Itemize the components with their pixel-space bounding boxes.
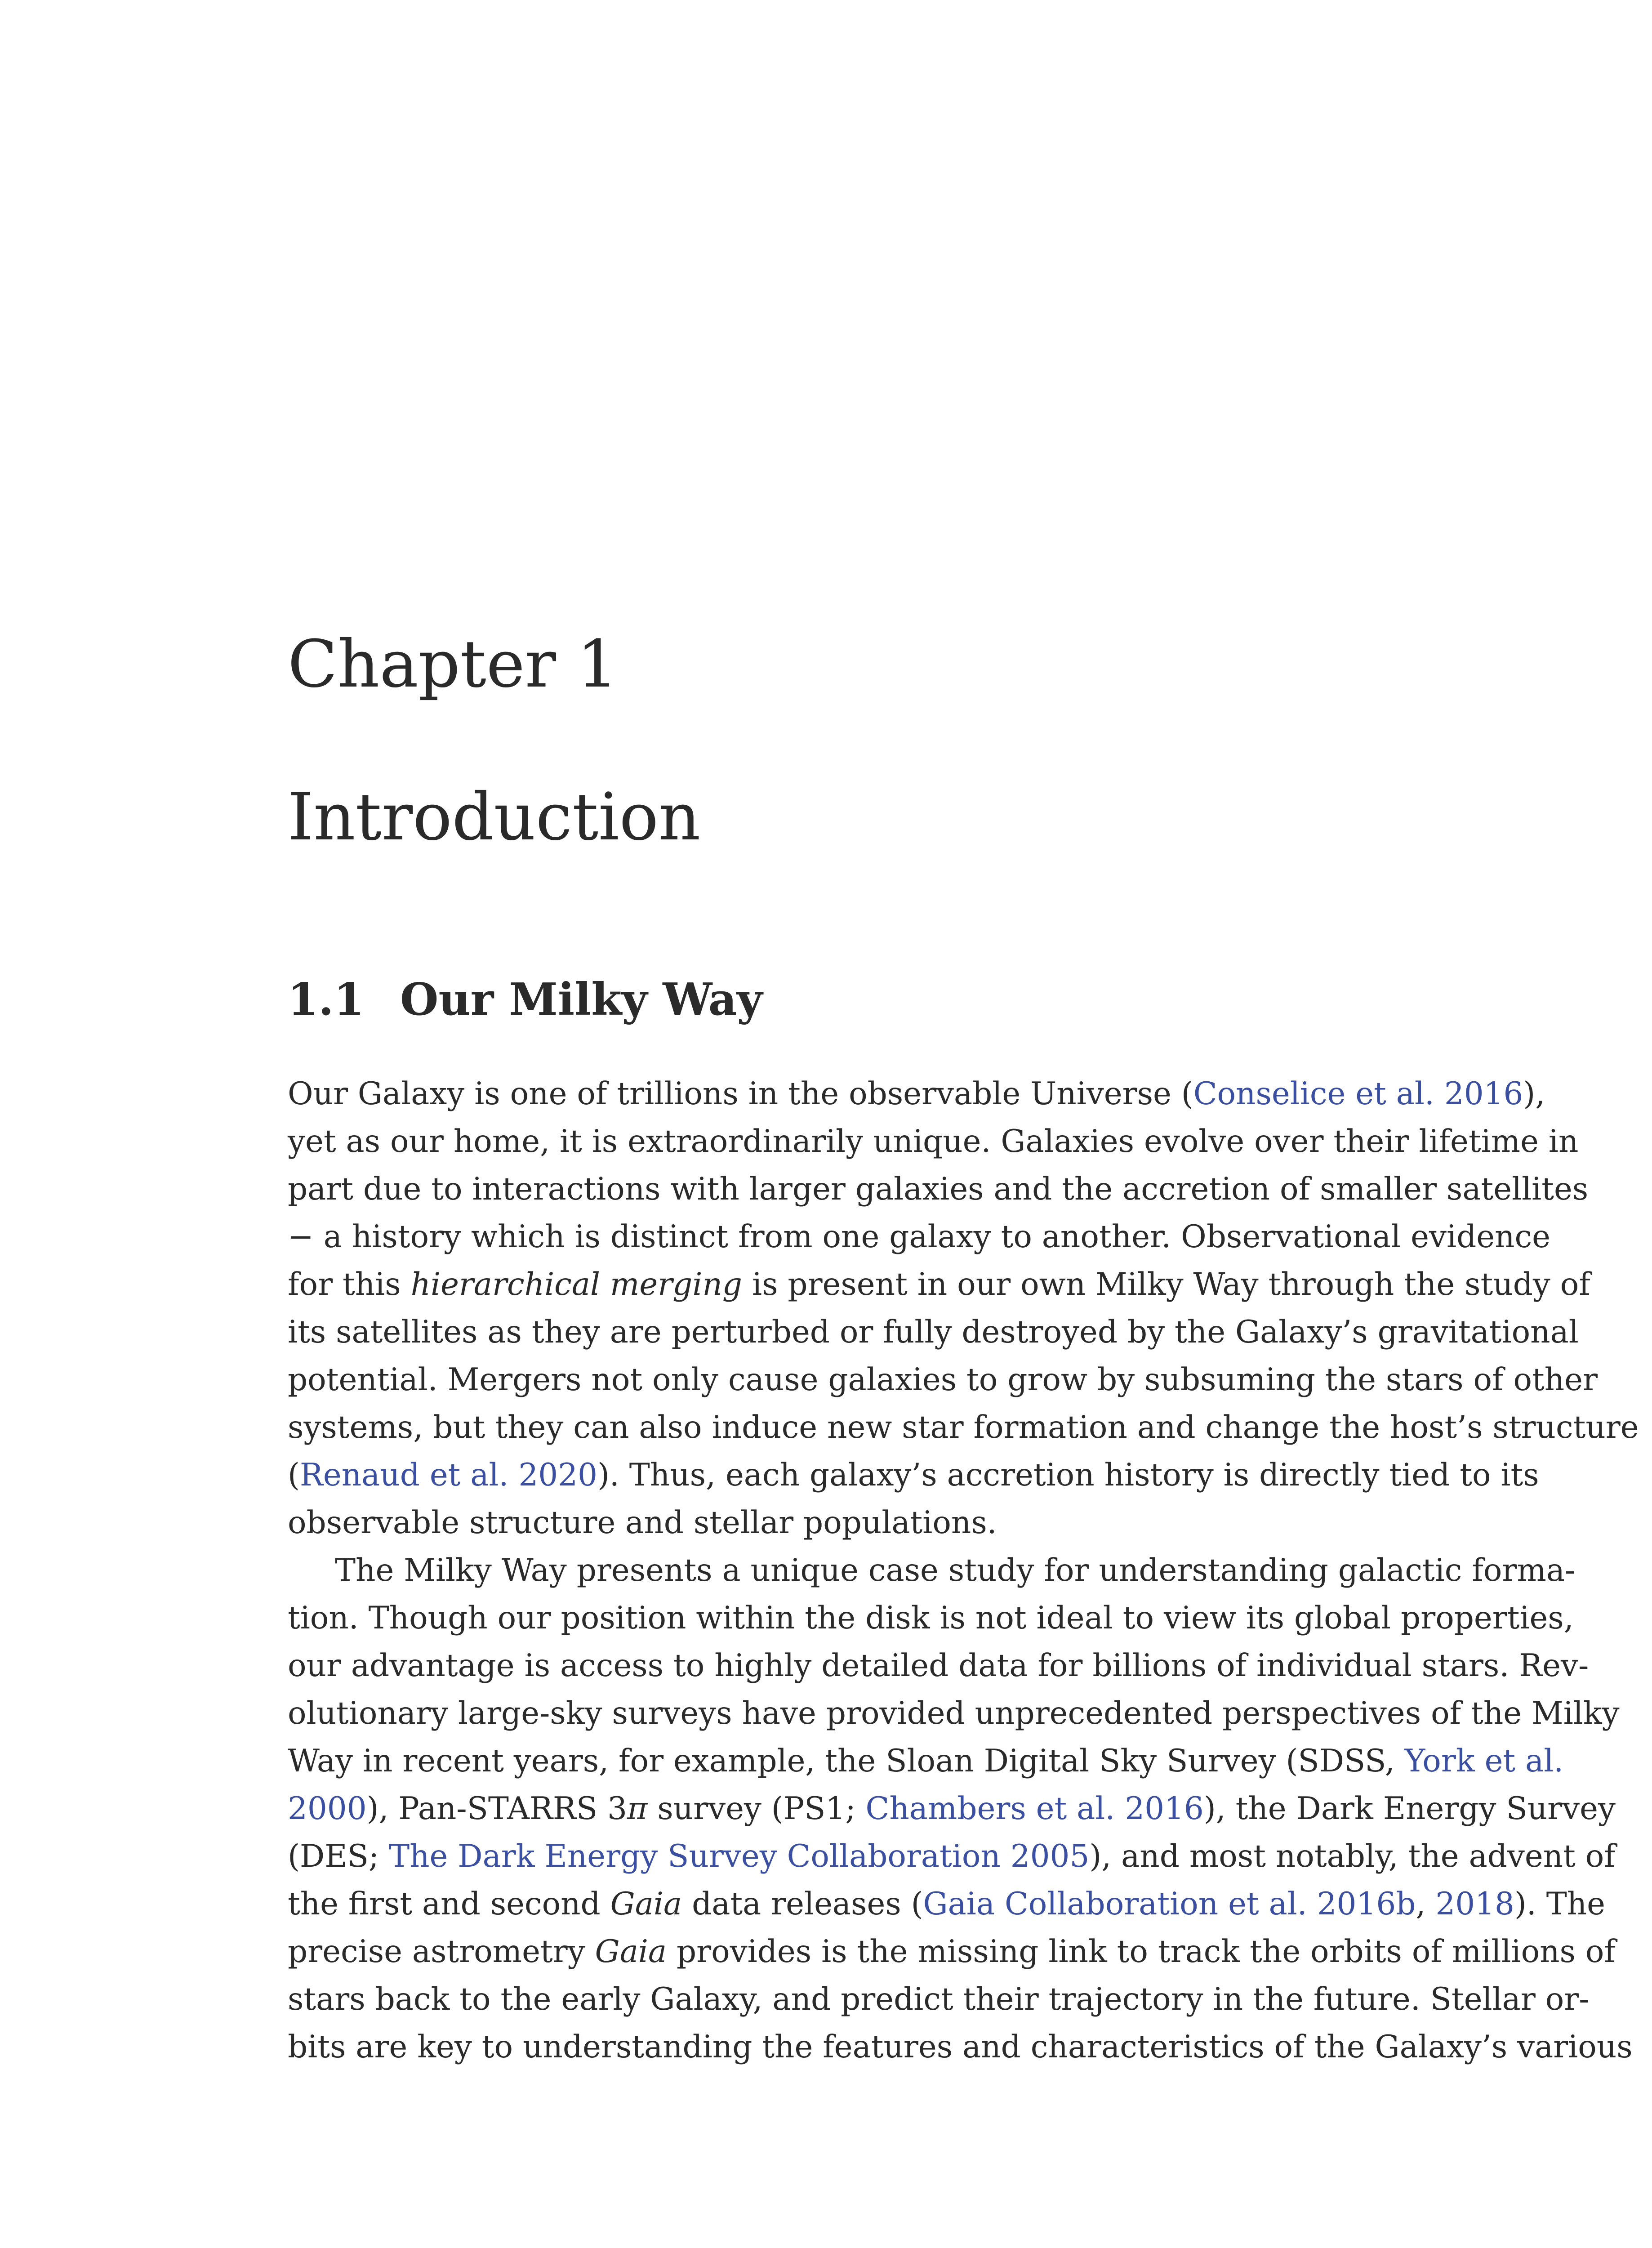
paragraph-2 <box>288 1547 1633 2071</box>
text-run: precise astrometry <box>288 1934 595 1970</box>
text-line <box>288 1451 1539 1499</box>
text-line: part due to interactions with larger galaxies and the accretion of smaller satellites <box>288 1171 1589 1207</box>
text-line: bits are key to understanding the features and characteristics of the Galaxy’s various <box>288 2029 1633 2065</box>
text-run: ), <box>1523 1076 1545 1112</box>
text-run: ). Thus, each galaxy’s accretion history is directly tied to its <box>597 1457 1539 1493</box>
math-symbol: π <box>627 1791 648 1827</box>
text-run: ). The <box>1514 1886 1606 1922</box>
text-run: Our Galaxy is one of trillions in the observable Universe ( <box>288 1076 1193 1112</box>
text-run: ), Pan-STARRS 3 <box>366 1791 627 1827</box>
text-run: data releases ( <box>682 1886 923 1922</box>
emphasis-text: Gaia <box>595 1934 667 1970</box>
citation-link[interactable]: The Dark Energy Survey Collaboration 2005 <box>389 1838 1090 1874</box>
text-line <box>288 1737 1564 1785</box>
text-line <box>288 1785 1616 1833</box>
text-line <box>288 1880 1606 1928</box>
citation-link[interactable]: Chambers et al. 2016 <box>865 1791 1204 1827</box>
text-line: stars back to the early Galaxy, and predict their trajectory in the future. Stellar or- <box>288 1981 1590 2017</box>
text-line: potential. Mergers not only cause galaxies to grow by subsuming the stars of other <box>288 1362 1598 1398</box>
text-line: its satellites as they are perturbed or fully destroyed by the Galaxy’s gravitational <box>288 1314 1579 1350</box>
text-line <box>288 1833 1616 1880</box>
chapter-title: Introduction <box>288 779 701 855</box>
text-line: tion. Though our position within the disk is not ideal to view its global properties, <box>288 1600 1574 1636</box>
text-run: , <box>1416 1886 1436 1922</box>
text-run: is present in our own Milky Way through the study of <box>742 1267 1590 1302</box>
text-run: the first and second <box>288 1886 610 1922</box>
text-line: observable structure and stellar populations. <box>288 1505 997 1541</box>
citation-link[interactable]: 2018 <box>1435 1886 1514 1922</box>
citation-link[interactable]: Conselice et al. 2016 <box>1193 1076 1523 1112</box>
citation-link[interactable]: 2000 <box>288 1791 367 1827</box>
paragraph-1 <box>288 1070 1639 1547</box>
text-line: − a history which is distinct from one galaxy to another. Observational evidence <box>288 1219 1550 1255</box>
emphasis-text: hierarchical merging <box>410 1267 743 1302</box>
text-line: systems, but they can also induce new star formation and change the host’s structure <box>288 1409 1639 1445</box>
text-run: (DES; <box>288 1838 389 1874</box>
text-line: our advantage is access to highly detailed data for billions of individual stars. Rev- <box>288 1648 1589 1684</box>
text-line <box>288 1070 1545 1118</box>
section-title: Our Milky Way <box>400 974 763 1026</box>
citation-link[interactable]: Renaud et al. 2020 <box>299 1457 597 1493</box>
text-run: Way in recent years, for example, the Sloan Digital Sky Survey (SDSS, <box>288 1743 1405 1779</box>
text-run: ), the Dark Energy Survey <box>1203 1791 1616 1827</box>
text-line: olutionary large-sky surveys have provided unprecedented perspectives of the Milky <box>288 1695 1620 1731</box>
text-run: survey (PS1; <box>647 1791 866 1827</box>
citation-link[interactable]: York et al. <box>1404 1743 1564 1779</box>
emphasis-text: Gaia <box>610 1886 682 1922</box>
section-number: 1.1 <box>288 974 365 1026</box>
citation-link[interactable]: Gaia Collaboration et al. 2016b <box>923 1886 1416 1922</box>
text-line: The Milky Way presents a unique case study for understanding galactic forma- <box>335 1552 1576 1588</box>
text-run: for this <box>288 1267 411 1302</box>
text-run: ), and most notably, the advent of <box>1089 1838 1616 1874</box>
text-line: yet as our home, it is extraordinarily unique. Galaxies evolve over their lifetime in <box>288 1124 1579 1160</box>
text-line <box>288 1261 1590 1308</box>
body-text <box>288 1070 1639 2071</box>
text-run: provides is the missing link to track the orbits of millions of <box>667 1934 1616 1970</box>
chapter-label: Chapter 1 <box>288 626 619 702</box>
section-heading <box>288 974 763 1026</box>
text-run: ( <box>288 1457 300 1493</box>
text-line <box>288 1928 1616 1976</box>
